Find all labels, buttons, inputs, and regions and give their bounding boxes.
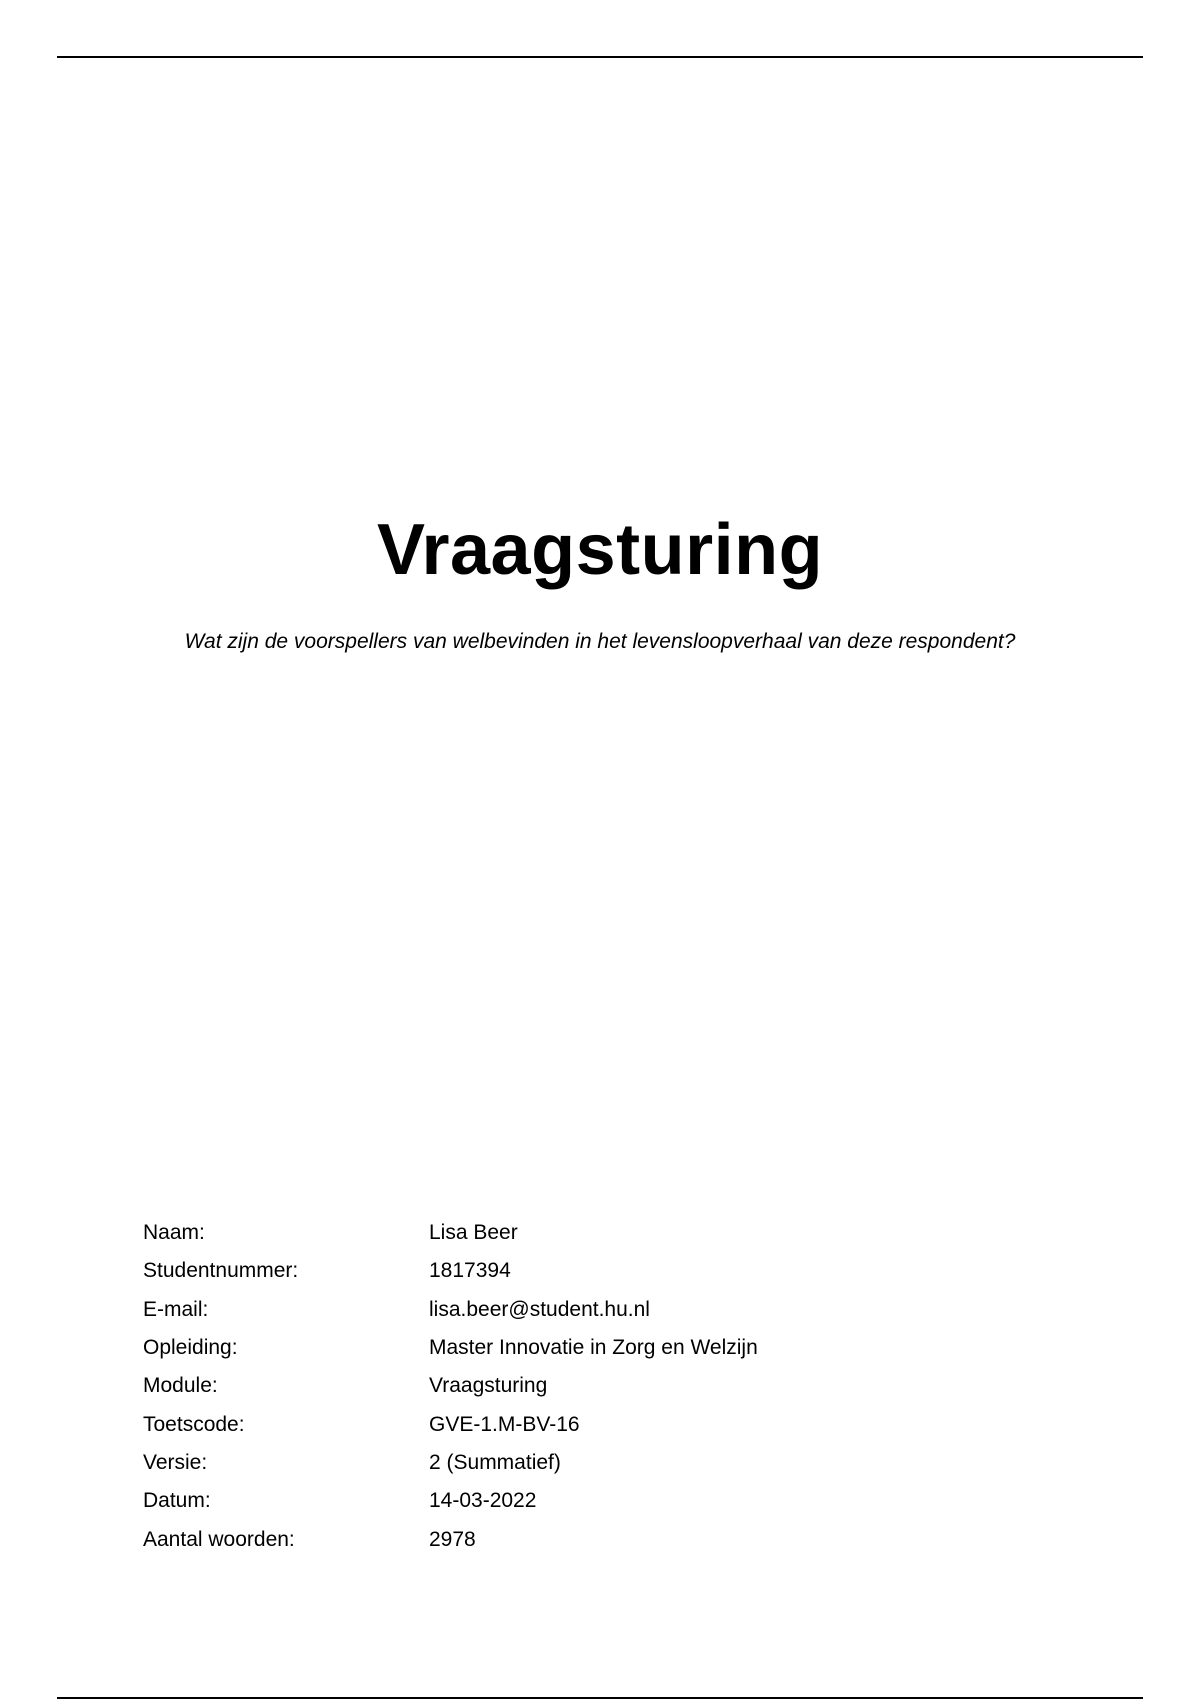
info-label: Versie: xyxy=(143,1450,208,1474)
info-value: 1817394 xyxy=(429,1259,511,1283)
info-row-aantal-woorden xyxy=(143,1520,1043,1558)
info-label: Aantal woorden: xyxy=(143,1527,295,1551)
student-info-table xyxy=(143,1214,1043,1559)
info-label: Studentnummer: xyxy=(143,1259,299,1283)
bottom-rule xyxy=(57,1697,1143,1699)
info-row-email xyxy=(143,1291,1043,1329)
info-value: lisa.beer@student.hu.nl xyxy=(429,1297,650,1321)
info-label: Module: xyxy=(143,1374,218,1398)
info-label: Datum: xyxy=(143,1489,211,1513)
info-value: Vraagsturing xyxy=(429,1374,548,1398)
info-row-naam xyxy=(143,1214,1043,1252)
info-value: 2 (Summatief) xyxy=(429,1450,561,1474)
document-title: Vraagsturing xyxy=(376,510,824,590)
top-rule xyxy=(57,56,1143,58)
info-value: 2978 xyxy=(429,1527,476,1551)
info-label: E-mail: xyxy=(143,1297,209,1321)
info-row-toetscode xyxy=(143,1405,1043,1443)
info-value: 14-03-2022 xyxy=(429,1489,537,1513)
info-label: Toetscode: xyxy=(143,1412,245,1436)
document-subtitle: Wat zijn de voorspellers van welbevinden in het levensloopverhaal van deze respondent? xyxy=(184,630,1016,653)
info-value: Master Innovatie in Zorg en Welzijn xyxy=(429,1336,758,1360)
info-value: GVE-1.M-BV-16 xyxy=(429,1412,580,1436)
info-row-datum xyxy=(143,1482,1043,1520)
info-row-studentnummer xyxy=(143,1252,1043,1290)
info-value: Lisa Beer xyxy=(429,1221,518,1245)
info-label: Opleiding: xyxy=(143,1336,238,1360)
info-row-versie xyxy=(143,1444,1043,1482)
info-row-module xyxy=(143,1367,1043,1405)
info-label: Naam: xyxy=(143,1221,205,1245)
info-row-opleiding xyxy=(143,1329,1043,1367)
